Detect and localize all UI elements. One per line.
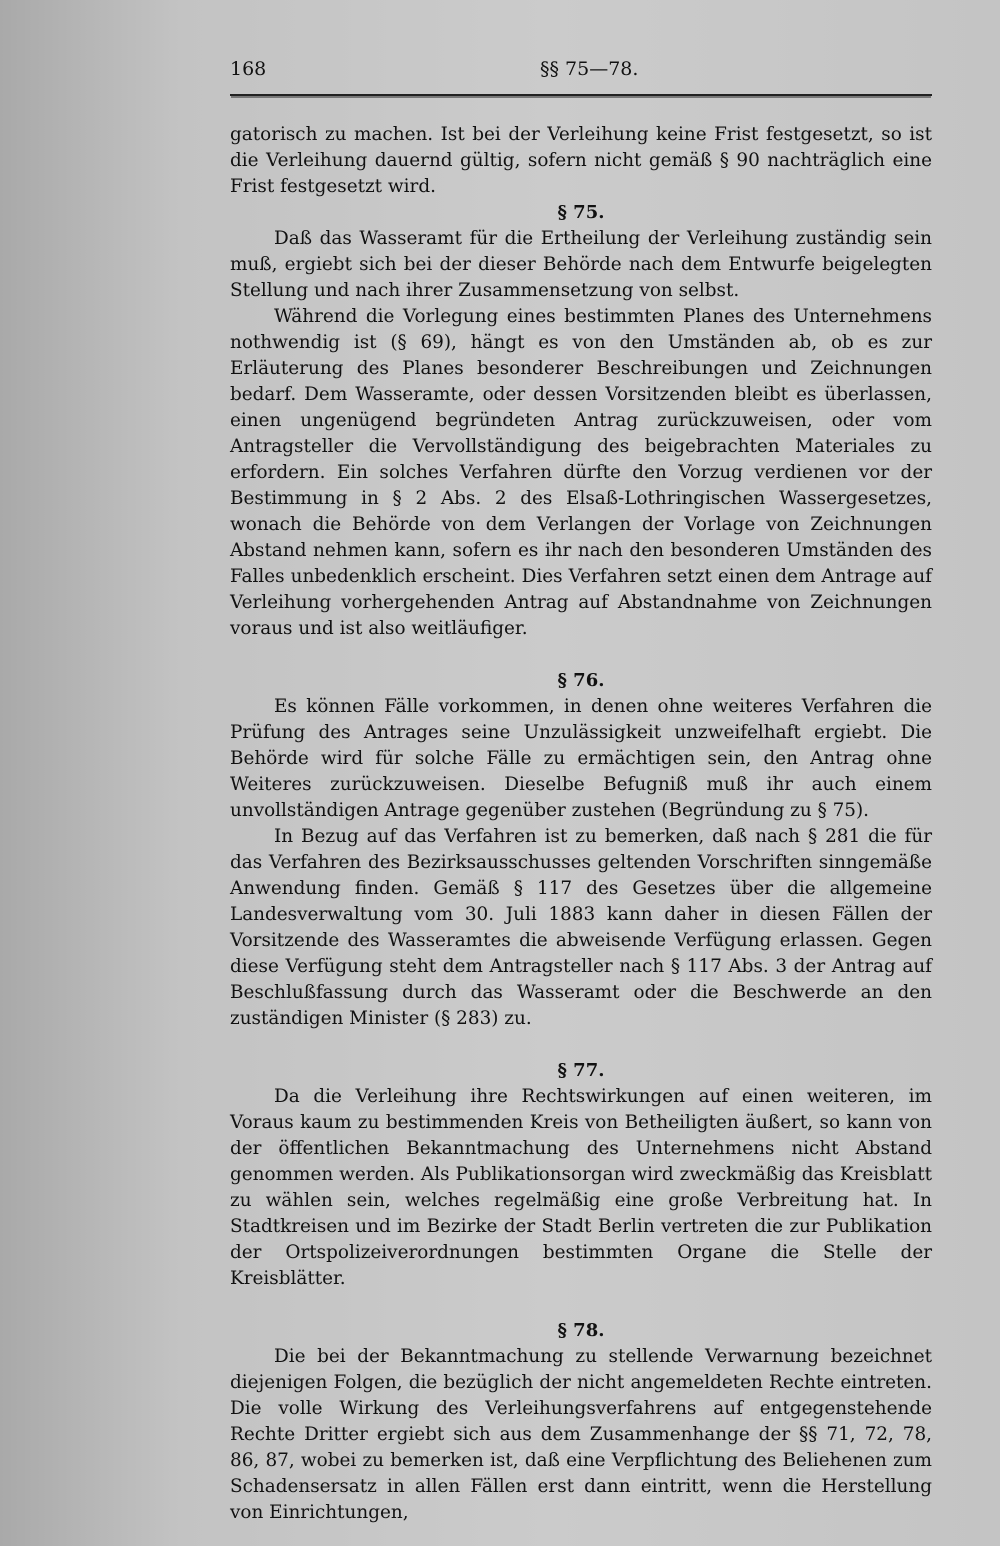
section-range: §§ 75—78. <box>540 58 639 80</box>
page-number: 168 <box>230 58 267 80</box>
section-heading-78: § 78. <box>557 1320 605 1341</box>
section-heading-75: § 75. <box>557 202 605 223</box>
paragraph: Daß das Wasseramt für die Ertheilung der Verleihung zuständig sein muß, ergiebt sich bei der dieser Behörde nach dem Entwurfe beigelegten Stellung und nach ihrer Zusammensetzung von selbst. <box>230 228 932 301</box>
paragraph: Es können Fälle vorkommen, in denen ohne weiteres Verfahren die Prüfung des Antrages seine Unzulässigkeit unzweifelhaft ergiebt. Die Behörde wird für solche Fälle zu ermächtigen sein, den Antrag ohne Weiteres zurückzuweisen. Dieselbe Befugniß muß ihr auch einem unvollständigen Antrage gegenüber zustehen (Begründung zu § 75). <box>230 696 932 821</box>
paragraph: Während die Vorlegung eines bestimmten Planes des Unternehmens nothwendig ist (§ 69), hängt es von den Umständen ab, ob es zur Erläuterung des Planes besonderer Beschreibungen und Zeichnungen bedarf. Dem Wasseramte, oder dessen Vorsitzenden bleibt es überlassen, einen ungenügend begründeten Antrag zurückzuweisen, oder vom Antragsteller die Vervollständigung des beigebrachten Materiales zu erfordern. Ein solches Verfahren dürfte den Vorzug verdienen vor der Bestimmung in § 2 Abs. 2 des Elsaß-Lothringischen Wassergesetzes, wonach die Behörde von dem Verlangen der Vorlage von Zeichnungen Abstand nehmen kann, sofern es ihr nach den besonderen Umständen des Falles unbedenklich erscheint. Dies Verfahren setzt einen dem Antrage auf Verleihung vorhergehenden Antrag auf Abstandnahme von Zeichnungen voraus und ist also weitläufiger. <box>230 306 932 639</box>
body-text <box>230 122 932 1526</box>
paragraph: Die bei der Bekanntmachung zu stellende Verwarnung bezeichnet diejenigen Folgen, die bezüglich der nicht angemeldeten Rechte eintreten. Die volle Wirkung des Verleihungsverfahrens auf entgegenstehende Rechte Dritter ergiebt sich aus dem Zusammenhange der §§ 71, 72, 78, 86, 87, wobei zu bemerken ist, daß eine Verpflichtung des Beliehenen zum Schadensersatz in allen Fällen erst dann eintritt, wenn die Herstellung von Einrichtungen, <box>230 1346 932 1523</box>
paragraph: Da die Verleihung ihre Rechtswirkungen auf einen weiteren, im Voraus kaum zu bestimmenden Kreis von Betheiligten äußert, so kann von der öffentlichen Bekanntmachung des Unternehmens nicht Abstand genommen werden. Als Publikationsorgan wird zweckmäßig das Kreisblatt zu wählen sein, welches regelmäßig eine große Verbreitung hat. In Stadtkreisen und im Bezirke der Stadt Berlin vertreten die zur Publikation der Ortspolizeiverordnungen bestimmten Organe die Stelle der Kreisblätter. <box>230 1086 932 1289</box>
paragraph: In Bezug auf das Verfahren ist zu bemerken, daß nach § 281 die für das Verfahren des Bezirksausschusses geltenden Vorschriften sinngemäße Anwendung finden. Gemäß § 117 des Gesetzes über die allgemeine Landesverwaltung vom 30. Juli 1883 kann daher in diesen Fällen der Vorsitzende des Wasseramtes die abweisende Verfügung erlassen. Gegen diese Verfügung steht dem Antragsteller nach § 117 Abs. 3 der Antrag auf Beschlußfassung durch das Wasseramt oder die Beschwerde an den zuständigen Minister (§ 283) zu. <box>230 826 932 1029</box>
section-heading-76: § 76. <box>557 670 605 691</box>
page-header <box>230 58 932 96</box>
intro-paragraph: gatorisch zu machen. Ist bei der Verleihung keine Frist festgesetzt, so ist die Verleihung dauernd gültig, sofern nicht gemäß § 90 nachträglich eine Frist festgesetzt wird. <box>230 124 932 197</box>
section-heading-77: § 77. <box>557 1060 605 1081</box>
